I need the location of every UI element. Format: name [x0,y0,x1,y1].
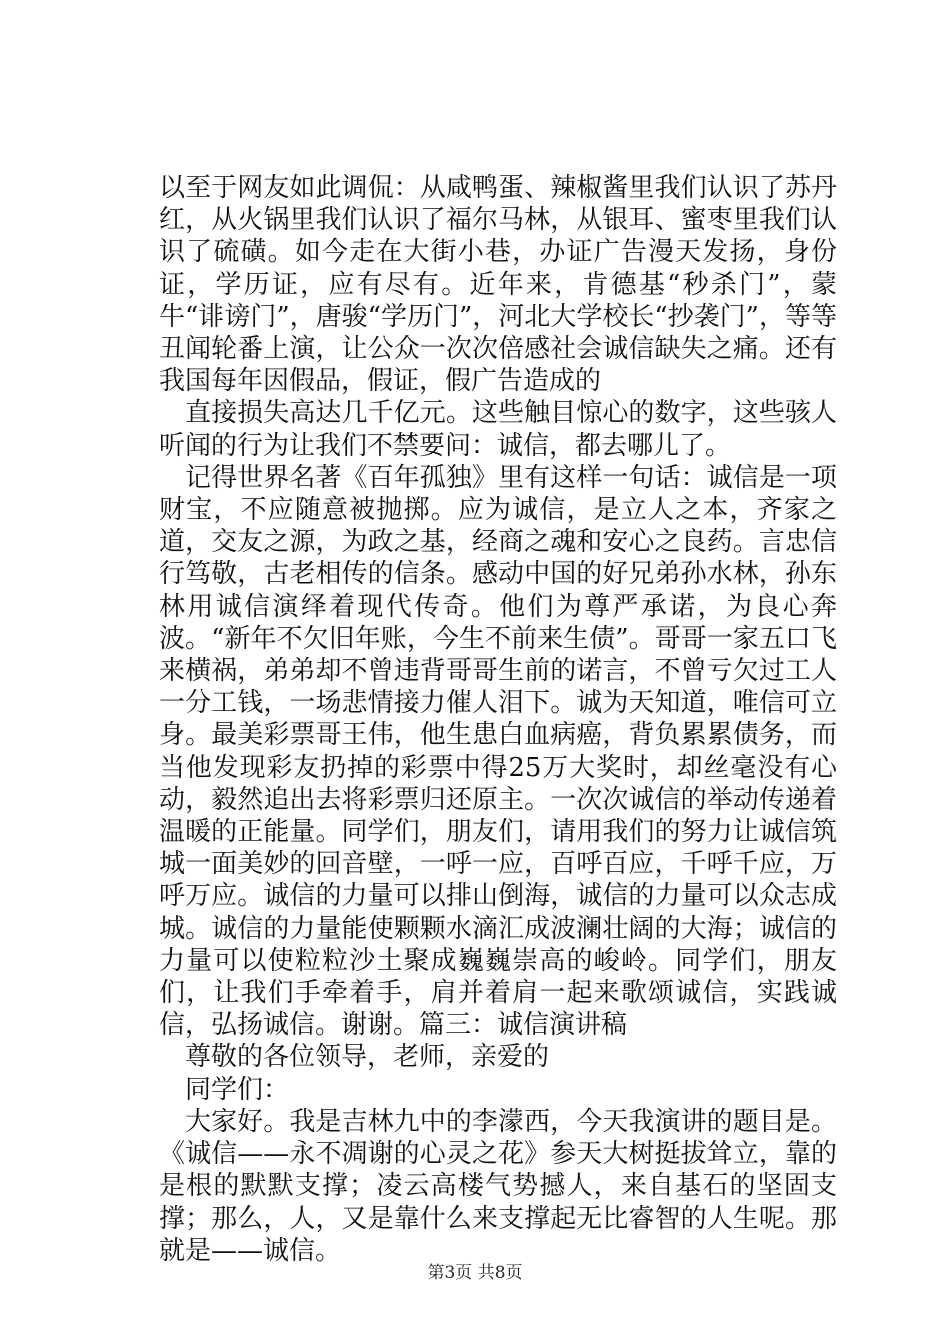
paragraph-4: 尊敬的各位领导，老师，亲爱的 [185,1042,550,1073]
paragraph-6: 大家好。我是吉林九中的李濛西，今天我演讲的题目是。《诚信——永不凋谢的心灵之花》参天大树挺拔耸立，靠的是根的默默支撑；凌云高楼气势撼人，来自基石的坚固支撑；那么，人，又是靠什么来支撑起无比睿智的人生呢。那就是——诚信。 [159,1106,837,1266]
paragraph-1: 以至于网友如此调侃：从咸鸭蛋、辣椒酱里我们认识了苏丹红，从火锅里我们认识了福尔马林，从银耳、蜜枣里我们认识了硫磺。如今走在大街小巷，办证广告漫天发扬，身份证，学历证，应有尽有。近年来，肯德基“秒杀门”，蒙牛“诽谤门”，唐骏“学历门”，河北大学校长“抄袭门”，等等丑闻轮番上演，让公众一次次倍感社会诚信缺失之痛。还有我国每年因假品，假证，假广告造成的 [159,173,837,397]
paragraph-3: 记得世界名著《百年孤独》里有这样一句话：诚信是一项财宝，不应随意被抛掷。应为诚信，是立人之本，齐家之道，交友之源，为政之基，经商之魂和安心之良药。言忠信行笃敬，古老相传的信条。感动中国的好兄弟孙水林，孙东林用诚信演绎着现代传奇。他们为尊严承诺，为良心奔波。“新年不欠旧年账，今生不前来生债”。哥哥一家五口飞来横祸，弟弟却不曾违背哥哥生前的诺言，不曾亏欠过工人一分工钱，一场悲情接力催人泪下。诚为天知道，唯信可立身。最美彩票哥王伟，他生患白血病癌，背负累累债务，而当他发现彩友扔掉的彩票中得25万大奖时，却丝毫没有心动，毅然追出去将彩票归还原主。一次次诚信的举动传递着温暖的正能量。同学们，朋友们，请用我们的努力让诚信筑城一面美妙的回音壁，一呼一应，百呼百应，千呼千应，万呼万应。诚信的力量可以排山倒海，诚信的力量可以众志成城。诚信的力量能使颗颗水滴汇成波澜壮阔的大海；诚信的力量可以使粒粒沙土聚成巍巍崇高的峻岭。同学们，朋友们，让我们手牵着手，肩并着肩一起来歌颂诚信，实践诚信，弘扬诚信。谢谢。篇三：诚信演讲稿 [159,462,837,1041]
page-footer: 第3页 共8页 [427,1263,523,1283]
paragraph-5: 同学们： [185,1074,290,1105]
paragraph-2: 直接损失高达几千亿元。这些触目惊心的数字，这些骇人听闻的行为让我们不禁要问：诚信，都去哪儿了。 [159,398,837,461]
document-body [159,172,837,1267]
